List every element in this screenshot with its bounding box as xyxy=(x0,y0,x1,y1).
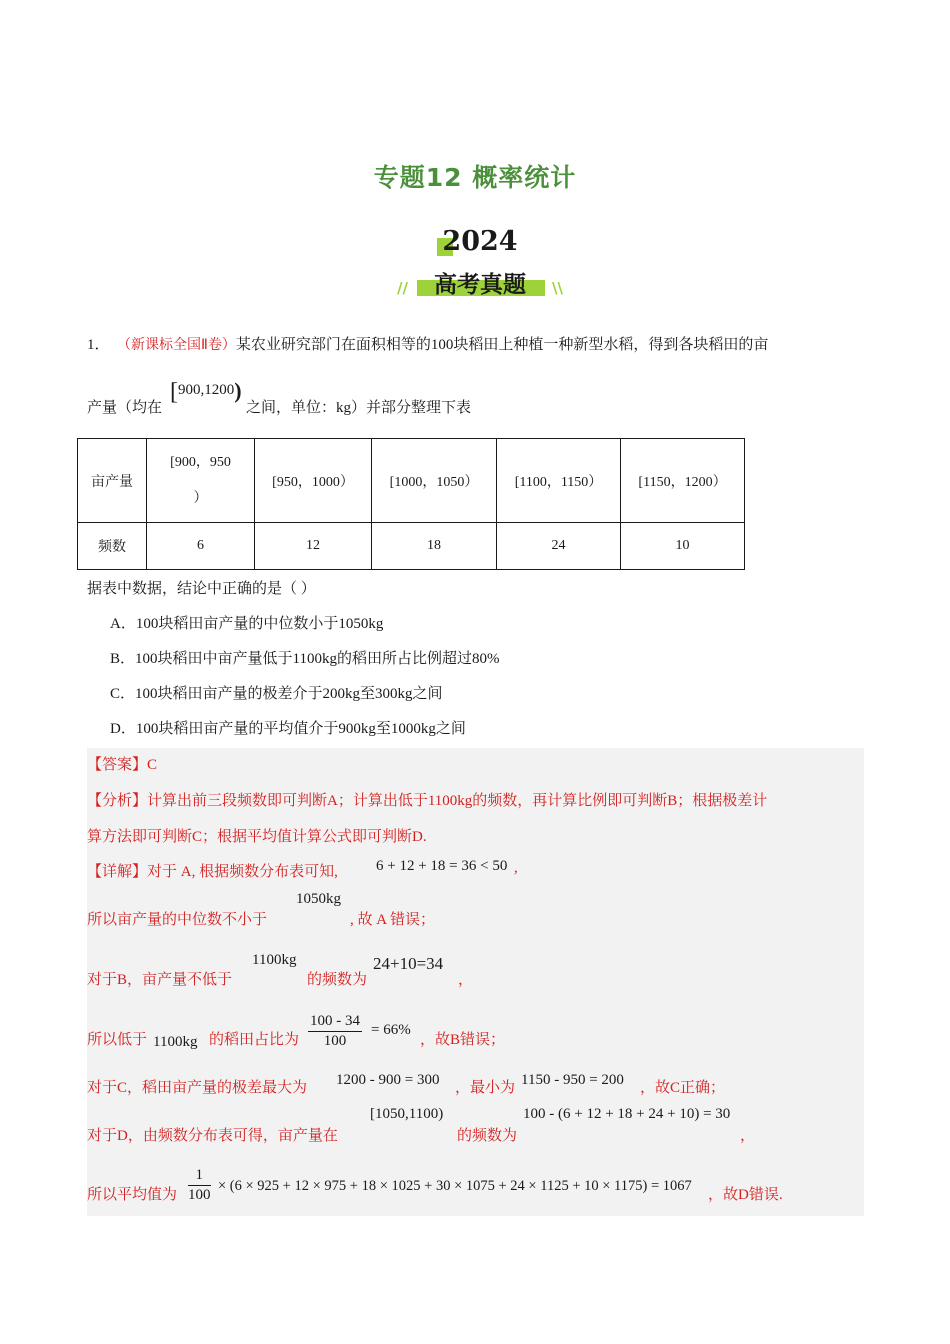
question-stem-line2 xyxy=(87,396,471,417)
a-line-text-2: , 故 A 错误； xyxy=(350,912,436,928)
interval-right-paren: ) xyxy=(234,378,242,403)
table-col-1 xyxy=(147,439,255,523)
interval-left-bracket: [ xyxy=(170,379,178,405)
badge-label: 高考真题 xyxy=(434,272,526,298)
b2-eq: = 66% xyxy=(371,1022,411,1038)
d-interval: [1050,1100) xyxy=(370,1106,444,1122)
a-line-text-1: 所以亩产量的中位数不小于 xyxy=(87,912,268,928)
table-col-4: [1100，1150） xyxy=(497,439,621,523)
c-line-text-2: ，最小为 xyxy=(455,1080,516,1096)
table-header-freq: 频数 xyxy=(78,523,147,570)
d-comma: ， xyxy=(740,1128,756,1144)
table-row xyxy=(78,523,745,570)
d-line-text-2: 的频数为 xyxy=(457,1128,518,1144)
option-d: D．100块稻田亩产量的平均值介于900kg至1000kg之间 xyxy=(110,721,466,737)
question-number: 1． xyxy=(87,337,110,353)
e-line-text-2: ，故D错误. xyxy=(708,1187,783,1203)
analysis-line-1: 【分析】计算出前三段频数即可判断A；计算出低于1100kg的频数，再计算比例即可判断B；根据极差计 xyxy=(87,793,768,809)
option-c: C．100块稻田亩产量的极差介于200kg至300kg之间 xyxy=(110,686,443,702)
e-fraction xyxy=(188,1166,211,1205)
table-freq-5: 10 xyxy=(621,523,745,570)
c-math-2: 1150 - 950 = 200 xyxy=(521,1072,624,1088)
option-a: A．100块稻田亩产量的中位数小于1050kg xyxy=(110,616,384,632)
b-math: 24+10=34 xyxy=(373,954,444,973)
b-value: 1100kg xyxy=(252,952,297,968)
frequency-table xyxy=(77,438,745,570)
e-fraction-den: 100 xyxy=(188,1187,211,1203)
table-freq-1: 6 xyxy=(147,523,255,570)
a-value: 1050kg xyxy=(296,891,341,907)
table-row xyxy=(78,439,745,523)
table-col-5: [1150，1200） xyxy=(621,439,745,523)
interval-body: 900,1200 xyxy=(178,382,235,398)
b2-line-text-3: ，故B错误； xyxy=(420,1032,506,1048)
stem-text-1: 某农业研究部门在面积相等的100块稻田上种植一种新型水稻，得到各块稻田的亩 xyxy=(235,337,769,353)
c-line-text-3: ，故C正确； xyxy=(640,1080,726,1096)
table-header-yield: 亩产量 xyxy=(78,439,147,523)
d-line-text-1: 对于D，由频数分布表可得，亩产量在 xyxy=(87,1128,338,1144)
e-line-text-1: 所以平均值为 xyxy=(87,1187,178,1203)
b-line-text-2: 的频数为 xyxy=(307,972,368,988)
b2-fraction xyxy=(308,1012,362,1051)
b2-fraction-num: 100 - 34 xyxy=(308,1012,362,1032)
stem-text-2a: 产量（均在 xyxy=(87,400,163,416)
table-col-1-line1: [900，950 xyxy=(170,454,231,470)
b2-value: 1100kg xyxy=(153,1034,198,1050)
table-freq-4: 24 xyxy=(497,523,621,570)
e-math: × (6 × 925 + 12 × 975 + 18 × 1025 + 30 × 1075 + 24 × 1125 + 10 × 1175) = 1067 xyxy=(218,1178,692,1194)
table-col-3: [1000，1050） xyxy=(372,439,497,523)
d-math: 100 - (6 + 12 + 18 + 24 + 10) = 30 xyxy=(523,1106,731,1122)
b-comma: ， xyxy=(458,972,474,988)
detail-math-a: 6 + 12 + 18 = 36 < 50 xyxy=(376,858,508,874)
page-title: 专题12 概率统计 xyxy=(373,163,577,192)
c-math-1: 1200 - 900 = 300 xyxy=(336,1072,440,1088)
table-freq-2: 12 xyxy=(255,523,372,570)
b2-line-text-2: 的稻田占比为 xyxy=(209,1032,300,1048)
badge-year: 2024 xyxy=(442,226,518,257)
deco-left-icon: // xyxy=(397,279,408,297)
detail-comma: , xyxy=(514,860,518,876)
option-b: B．100块稻田中亩产量低于1100kg的稻田所占比例超过80% xyxy=(110,651,500,667)
detail-prefix: 【详解】对于 A, 根据频数分布表可知, xyxy=(87,864,338,880)
b2-fraction-den: 100 xyxy=(323,1033,347,1049)
b-line-text-1: 对于B，亩产量不低于 xyxy=(87,972,233,988)
b2-line-text-1: 所以低于 xyxy=(87,1032,148,1048)
deco-right-icon: \\ xyxy=(552,279,563,297)
stem-text-2b: 之间，单位：kg）并部分整理下表 xyxy=(246,400,472,416)
question-stem-line1 xyxy=(87,333,768,354)
answer-line: 【答案】C xyxy=(87,757,158,773)
year-badge xyxy=(395,226,565,302)
question-source: （新课标全国Ⅱ卷） xyxy=(117,337,236,353)
question-prompt: 据表中数据，结论中正确的是（ ） xyxy=(87,581,316,597)
analysis-line-2: 算方法即可判断C；根据平均值计算公式即可判断D. xyxy=(87,829,427,845)
table-col-1-line2: ） xyxy=(193,490,208,506)
table-col-2: [950，1000） xyxy=(255,439,372,523)
e-fraction-num: 1 xyxy=(188,1166,211,1186)
interval-expression xyxy=(170,378,242,406)
table-freq-3: 18 xyxy=(372,523,497,570)
c-line-text-1: 对于C，稻田亩产量的极差最大为 xyxy=(87,1080,308,1096)
